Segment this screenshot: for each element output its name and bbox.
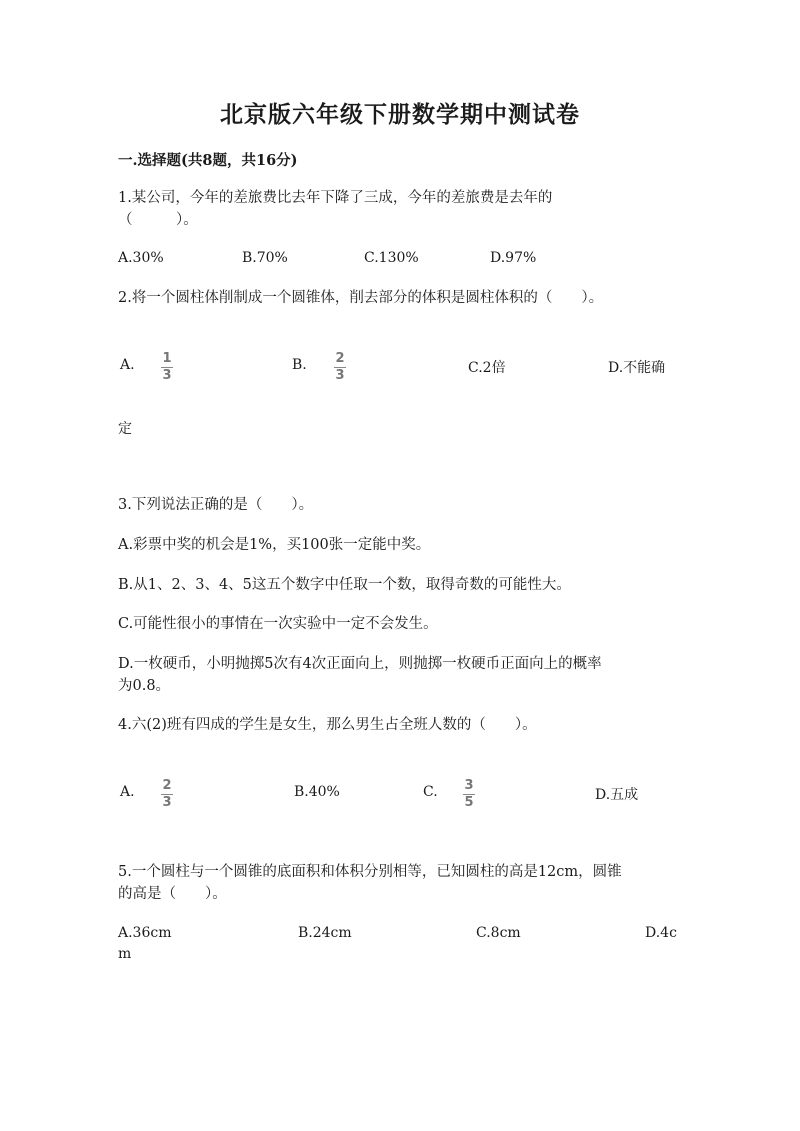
page-title: 北京版六年级下册数学期中测试卷 [220,101,580,128]
section-heading: 一.选择题(共8题，共16分) [118,152,298,169]
fraction-denominator: 5 [464,795,474,810]
fraction-numerator: 2 [335,351,345,366]
question-5-text-cont: 的高是（ ）。 [118,886,227,902]
question-3-option-b: B.从1、2、3、4、5这五个数字中任取一个数，取得奇数的可能性大。 [118,577,571,593]
question-1-option-d: D.97% [490,250,537,266]
question-4-option-c-label: C. [423,784,438,800]
question-1-option-c: C.130% [364,250,419,266]
question-5-option-c: C.8cm [476,925,521,941]
question-2-option-d-cont: 定 [118,421,132,437]
fraction-numerator: 1 [162,351,172,366]
question-3-option-a: A.彩票中奖的机会是1%，买100张一定能中奖。 [118,537,431,553]
question-1-option-b: B.70% [242,250,288,266]
question-1-text-cont: （ ）。 [118,212,198,228]
question-5-option-d-cont: m [118,946,132,962]
fraction-denominator: 3 [335,368,345,383]
fraction-denominator: 3 [162,368,172,383]
question-2-option-a-fraction [161,352,173,383]
question-4-option-a-label: A. [120,784,135,800]
question-2-option-c: C.2倍 [468,360,506,376]
question-1-text: 1.某公司，今年的差旅费比去年下降了三成，今年的差旅费是去年的 [118,190,553,206]
question-5-option-b: B.24cm [298,925,352,941]
question-2-option-b-fraction [334,352,346,383]
question-1-option-a: A.30% [118,250,164,266]
question-3-text: 3.下列说法正确的是（ ）。 [118,497,314,513]
question-3-option-d-cont: 为0.8。 [118,678,171,694]
question-2-option-d: D.不能确 [608,360,666,376]
question-4-option-b: B.40% [294,784,340,800]
question-2-text: 2.将一个圆柱体削制成一个圆锥体，削去部分的体积是圆柱体积的（ ）。 [118,290,604,306]
fraction-denominator: 3 [162,795,172,810]
question-5-option-d: D.4c [645,925,677,941]
fraction-numerator: 3 [464,778,474,793]
question-5-option-a: A.36cm [118,925,172,941]
question-3-option-c: C.可能性很小的事情在一次实验中一定不会发生。 [118,616,438,632]
question-5-text: 5.一个圆柱与一个圆锥的底面积和体积分别相等，已知圆柱的高是12cm，圆锥 [118,864,622,880]
question-3-option-d: D.一枚硬币，小明抛掷5次有4次正面向上，则抛掷一枚硬币正面向上的概率 [118,656,602,672]
question-4-option-a-fraction [161,779,173,810]
fraction-numerator: 2 [162,778,172,793]
question-4-option-d: D.五成 [595,787,639,803]
question-2-option-a-label: A. [120,357,135,373]
question-4-text: 4.六(2)班有四成的学生是女生，那么男生占全班人数的（ ）。 [118,717,537,733]
question-4-option-c-fraction [463,779,475,810]
question-2-option-b-label: B. [292,357,307,373]
